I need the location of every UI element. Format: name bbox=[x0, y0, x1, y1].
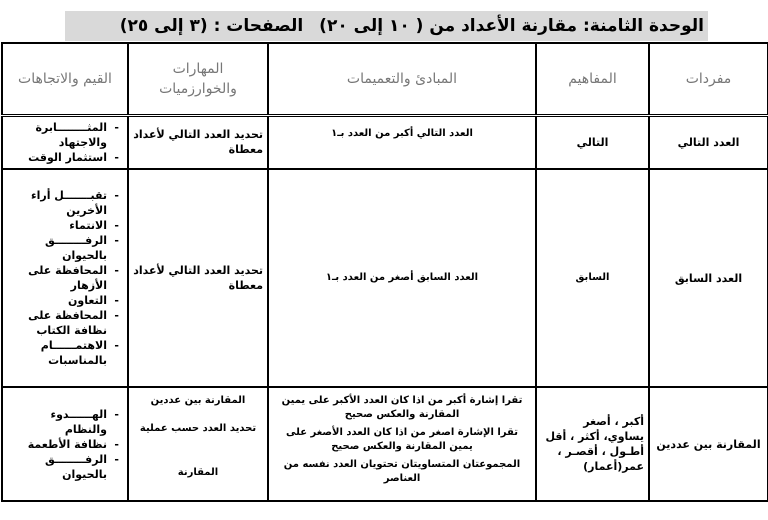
value-item: - الرفــــــــق بالحيوان bbox=[7, 452, 123, 482]
skill-cell bbox=[128, 387, 268, 501]
header-row bbox=[2, 43, 768, 115]
vocab-cell: العدد التالي bbox=[649, 115, 768, 169]
value-item: - المحافظة على الأزهار bbox=[7, 263, 123, 293]
principle-line: تقرا الإشارة اصغر من اذا كان العدد الأصغر على يمين المقارنة والعكس صحيح bbox=[286, 427, 518, 452]
principle-line: المجموعتان المتساويتان تحتويان العدد نفسه من العناصر bbox=[283, 459, 521, 484]
header-concepts: المفاهيم bbox=[536, 43, 649, 115]
values-cell bbox=[2, 169, 128, 387]
value-item: - التعاون bbox=[7, 293, 123, 308]
table-row bbox=[2, 387, 768, 501]
principle-cell bbox=[268, 387, 536, 501]
value-item: - استثمار الوقت bbox=[7, 150, 123, 165]
vocab-cell: المقارنة بين عددين bbox=[649, 387, 768, 501]
skill-cell: تحديد العدد التالي لأعداد معطاة bbox=[128, 115, 268, 169]
principle-line: تقرا إشارة أكبر من اذا كان العدد الأكبر على يمين المقارنة والعكس صحيح bbox=[281, 395, 523, 420]
concept-cell: السابق bbox=[536, 169, 649, 387]
vocab-cell: العدد السابق bbox=[649, 169, 768, 387]
value-item: - المثــــــــابرة والاجتهاد bbox=[7, 120, 123, 150]
values-cell bbox=[2, 387, 128, 501]
value-item: - نظافة الأطعمة bbox=[7, 437, 123, 452]
header-vocab: مفردات bbox=[649, 43, 768, 115]
value-item: - تقبـــــــل أراء الأخرين bbox=[7, 188, 123, 218]
skill-line: المقارنة بين عددين bbox=[150, 395, 246, 406]
pages-range: الصفحات : (٣ إلى ٢٥) bbox=[119, 16, 304, 36]
value-item: - الرفــــــــق بالحيوان bbox=[7, 233, 123, 263]
value-item: - الاهتمــــــام بالمناسبات bbox=[7, 338, 123, 368]
value-item: - الهــــــدوء والنظام bbox=[7, 407, 123, 437]
header-principles: المبادئ والتعميمات bbox=[268, 43, 536, 115]
principle-cell: العدد السابق أصغر من العدد بـ١ bbox=[268, 169, 536, 387]
concept-cell: أكبر ، أصغر يساوي، أكثر ، أقل أطـول ، أقصـر ، عمر(أعمار) bbox=[536, 387, 649, 501]
unit-title: الوحدة الثامنة: مقارنة الأعداد من ( ١٠ إلى ٢٠) bbox=[319, 16, 704, 36]
value-item: - الانتماء bbox=[7, 218, 123, 233]
principle-cell: العدد التالي أكبر من العدد بـ١ bbox=[268, 115, 536, 169]
concept-cell: التالي bbox=[536, 115, 649, 169]
value-item: - المحافظة على نظافة الكتاب bbox=[7, 308, 123, 338]
header-values: القيم والاتجاهات bbox=[2, 43, 128, 115]
header-skills: المهارات والخوارزميات bbox=[128, 43, 268, 115]
values-cell bbox=[2, 115, 128, 169]
skill-line: المقارنة bbox=[177, 467, 219, 478]
skill-cell: تحديد العدد التالي لأعداد معطاة bbox=[128, 169, 268, 387]
skill-line: تحديد العدد حسب عملية bbox=[139, 423, 257, 434]
table-row bbox=[2, 169, 768, 387]
unit-title-bar bbox=[65, 11, 708, 41]
content-analysis-table bbox=[1, 42, 768, 502]
table-row bbox=[2, 115, 768, 169]
